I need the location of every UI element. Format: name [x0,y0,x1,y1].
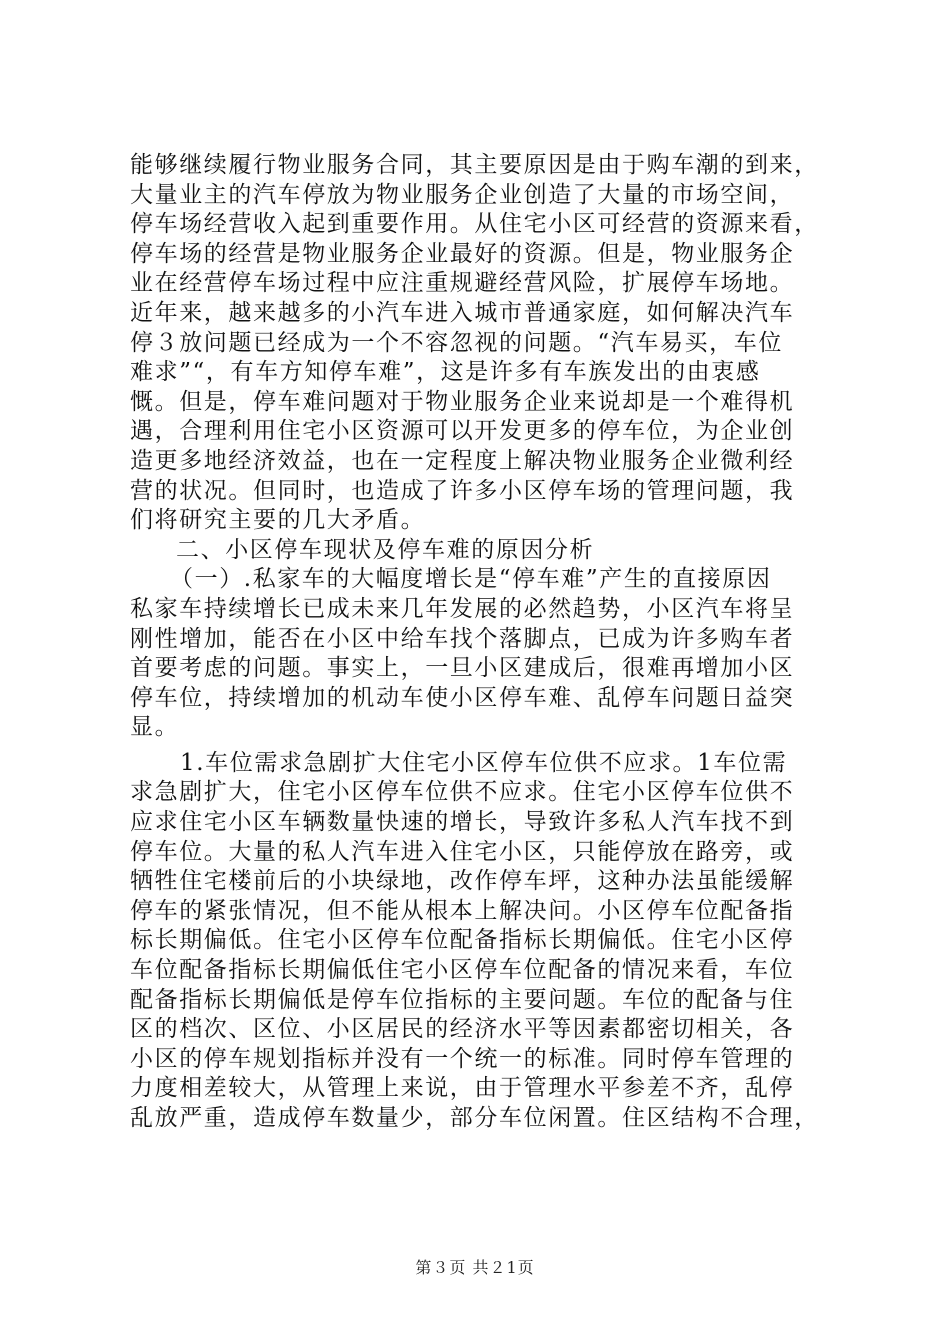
text-line: 停车位。大量的私人汽车进入住宅小区，只能停放在路旁，或 [130,838,795,865]
section-heading: 二、小区停车现状及停车难的原因分析 [176,536,595,563]
text-line: 停车的紧张情况，但不能从根本上解决问。小区停车位配备指 [130,897,795,924]
text-line: 首要考虑的问题。事实上，一旦小区建成后，很难再增加小区 [130,655,795,682]
text-line: 能够继续履行物业服务合同，其主要原因是由于购车潮的到来， [130,152,819,178]
text-line: 大量业主的汽车停放为物业服务企业创造了大量的市场空间， [130,181,795,208]
text-line: 停车场经营收入起到重要作用。从住宅小区可经营的资源来看， [130,211,819,238]
text-line: 遇，合理利用住宅小区资源可以开发更多的停车位，为企业创 [130,418,795,445]
text-line: 区的档次、区位、小区居民的经济水平等因素都密切相关，各 [130,1016,795,1043]
text-line: 标长期偏低。住宅小区停车位配备指标长期偏低。住宅小区停 [130,927,795,954]
text-line: 营的状况。但同时，也造成了许多小区停车场的管理问题，我 [130,477,795,504]
text-line: 车位配备指标长期偏低住宅小区停车位配备的情况来看，车位 [130,957,795,984]
text-line: 私家车持续增长已成未来几年发展的必然趋势，小区汽车将呈 [130,595,795,622]
text-line: 力度相差较大，从管理上来说，由于管理水平参差不齐，乱停 [130,1075,795,1102]
text-line: 配备指标长期偏低是停车位指标的主要问题。车位的配备与住 [130,986,795,1013]
text-line: 显。 [130,714,180,741]
page-footer: 第３页 共２1页 [415,1258,535,1277]
document-body [130,151,830,1134]
text-line: 们将研究主要的几大矛盾。 [130,507,426,534]
text-line: 难求”“，有车方知停车难”，这是许多有车族发出的由衷感 [130,359,761,386]
text-line: 停车位，持续增加的机动车使小区停车难、乱停车问题日益突 [130,684,795,711]
text-line: 应求住宅小区车辆数量快速的增长，导致许多私人汽车找不到 [130,809,795,836]
numbered-paragraph-start: 1.车位需求急剧扩大住宅小区停车位供不应求。1车位需 [180,749,788,776]
text-line: 造更多地经济效益，也在一定程度上解决物业服务企业微利经 [130,447,795,474]
text-line: 近年来，越来越多的小汽车进入城市普通家庭，如何解决汽车 [130,299,795,326]
text-line: 停车场的经营是物业服务企业最好的资源。但是，物业服务企 [130,240,795,267]
text-line: 停３放问题已经成为一个不容忽视的问题。“汽车易买，车位 [130,329,783,356]
text-line: 慨。但是，停车难问题对于物业服务企业来说却是一个难得机 [130,388,795,415]
text-line: 刚性增加，能否在小区中给车找个落脚点，已成为许多购车者 [130,625,795,652]
text-line: 求急剧扩大，住宅小区停车位供不应求。住宅小区停车位供不 [130,779,795,806]
text-line: 业在经营停车场过程中应注重规避经营风险，扩展停车场地。 [130,270,795,297]
text-line: 小区的停车规划指标并没有一个统一的标准。同时停车管理的 [130,1045,795,1072]
text-line: 牺牲住宅楼前后的小块绿地，改作停车坪，这种办法虽能缓解 [130,868,795,895]
text-line: 乱放严重，造成停车数量少，部分车位闲置。住区结构不合理， [130,1105,819,1131]
subsection-heading: （一）.私家车的大幅度增长是“停车难”产生的直接原因 [170,566,772,593]
